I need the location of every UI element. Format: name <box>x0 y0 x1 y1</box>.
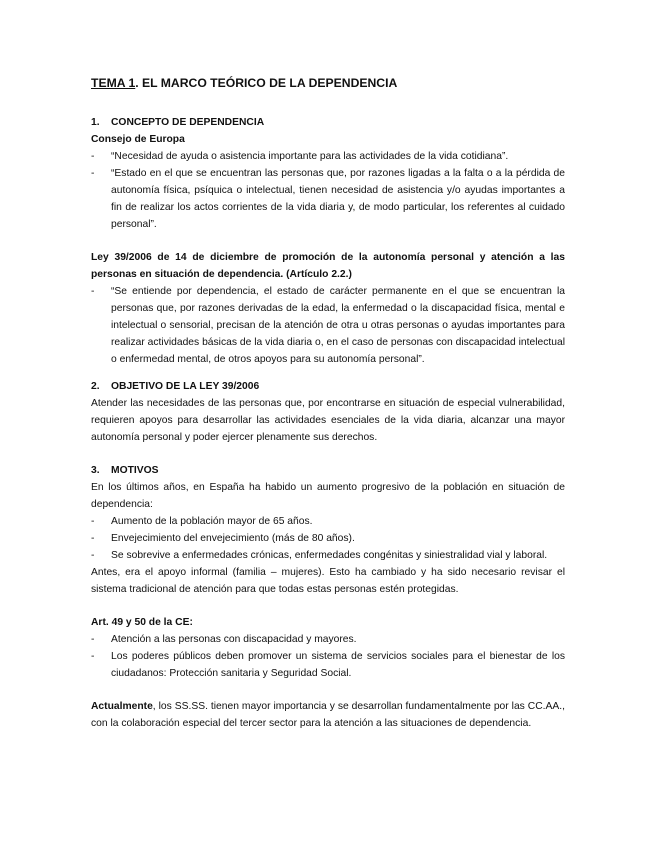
actualmente-text: , los SS.SS. tienen mayor importancia y se desarrollan fundamentalmente por las CC.AA., con la colaboración especial del tercer sector para la atención a las situaciones de dependencia. <box>91 701 565 729</box>
actualmente-bold: Actualmente <box>91 701 153 712</box>
document-title <box>91 74 565 92</box>
section-2-title: OBJETIVO DE LA LEY 39/2006 <box>111 381 260 392</box>
section-3-number: 3. <box>91 465 100 476</box>
consejo-europa-subheading: Consejo de Europa <box>91 134 185 145</box>
motivos-list <box>91 513 565 564</box>
list-item: - Envejecimiento del envejecimiento (más de 80 años). <box>91 530 565 547</box>
list-item: - “Se entiende por dependencia, el estado de carácter permanente en el que se encuentran la personas que, por razones derivadas de la edad, la enfermedad o la discapacidad física, mental e intelectual o sensorial, precisan de la atención de otra u otras personas o ayudas importantes para realizar actividades básicas de la vida diaria o, en el caso de personas con discapacidad intelectual o enfermedad mental, de otros apoyos para su autonomía personal”. <box>91 283 565 368</box>
section-3-title: MOTIVOS <box>111 465 159 476</box>
section-1-title: CONCEPTO DE DEPENDENCIA <box>111 117 265 128</box>
title-tema: TEMA 1 <box>91 76 136 90</box>
section-3-after: Antes, era el apoyo informal (familia – mujeres). Esto ha cambiado y ha sido necesario revisar el sistema tradicional de atención para que todas estas personas estén protegidas. <box>91 567 565 595</box>
list-item: - “Estado en el que se encuentran las personas que, por razones ligadas a la falta o a la pérdida de autonomía física, psíquica o intelectual, tienen necesidad de asistencia y/o ayudas importantes a fin de realizar los actos corrientes de la vida diaria y, de modo particular, los referentes al cuidado personal”. <box>91 165 565 233</box>
consejo-europa-list <box>91 148 565 233</box>
section-3-intro: En los últimos años, en España ha habido un aumento progresivo de la población en situación de dependencia: <box>91 482 565 510</box>
ley-heading: Ley 39/2006 de 14 de diciembre de promoción de la autonomía personal y atención a las personas en situación de dependencia. (Artículo 2.2.) <box>91 252 565 280</box>
ley-list <box>91 283 565 368</box>
section-3-heading <box>91 462 565 479</box>
section-2-text: Atender las necesidades de las personas que, por encontrarse en situación de especial vulnerabilidad, requieren apoyos para desarrollar las actividades esenciales de la vida diaria, alcanzar una mayor autonomía personal y poder ejercer plenamente sus derechos. <box>91 398 565 443</box>
list-item: - Los poderes públicos deben promover un sistema de servicios sociales para el bienestar de los ciudadanos: Protección sanitaria y Seguridad Social. <box>91 648 565 682</box>
art-heading: Art. 49 y 50 de la CE: <box>91 617 193 628</box>
title-rest: . EL MARCO TEÓRICO DE LA DEPENDENCIA <box>135 76 398 90</box>
section-2-heading <box>91 378 565 395</box>
section-1-heading <box>91 114 565 131</box>
list-item: - Se sobrevive a enfermedades crónicas, enfermedades congénitas y siniestralidad vial y laboral. <box>91 547 565 564</box>
list-item: - “Necesidad de ayuda o asistencia importante para las actividades de la vida cotidiana”. <box>91 148 565 165</box>
list-item: - Atención a las personas con discapacidad y mayores. <box>91 631 565 648</box>
section-2-number: 2. <box>91 381 100 392</box>
art-list <box>91 631 565 682</box>
actualmente-paragraph <box>91 698 565 732</box>
section-1-number: 1. <box>91 117 100 128</box>
list-item: - Aumento de la población mayor de 65 años. <box>91 513 565 530</box>
